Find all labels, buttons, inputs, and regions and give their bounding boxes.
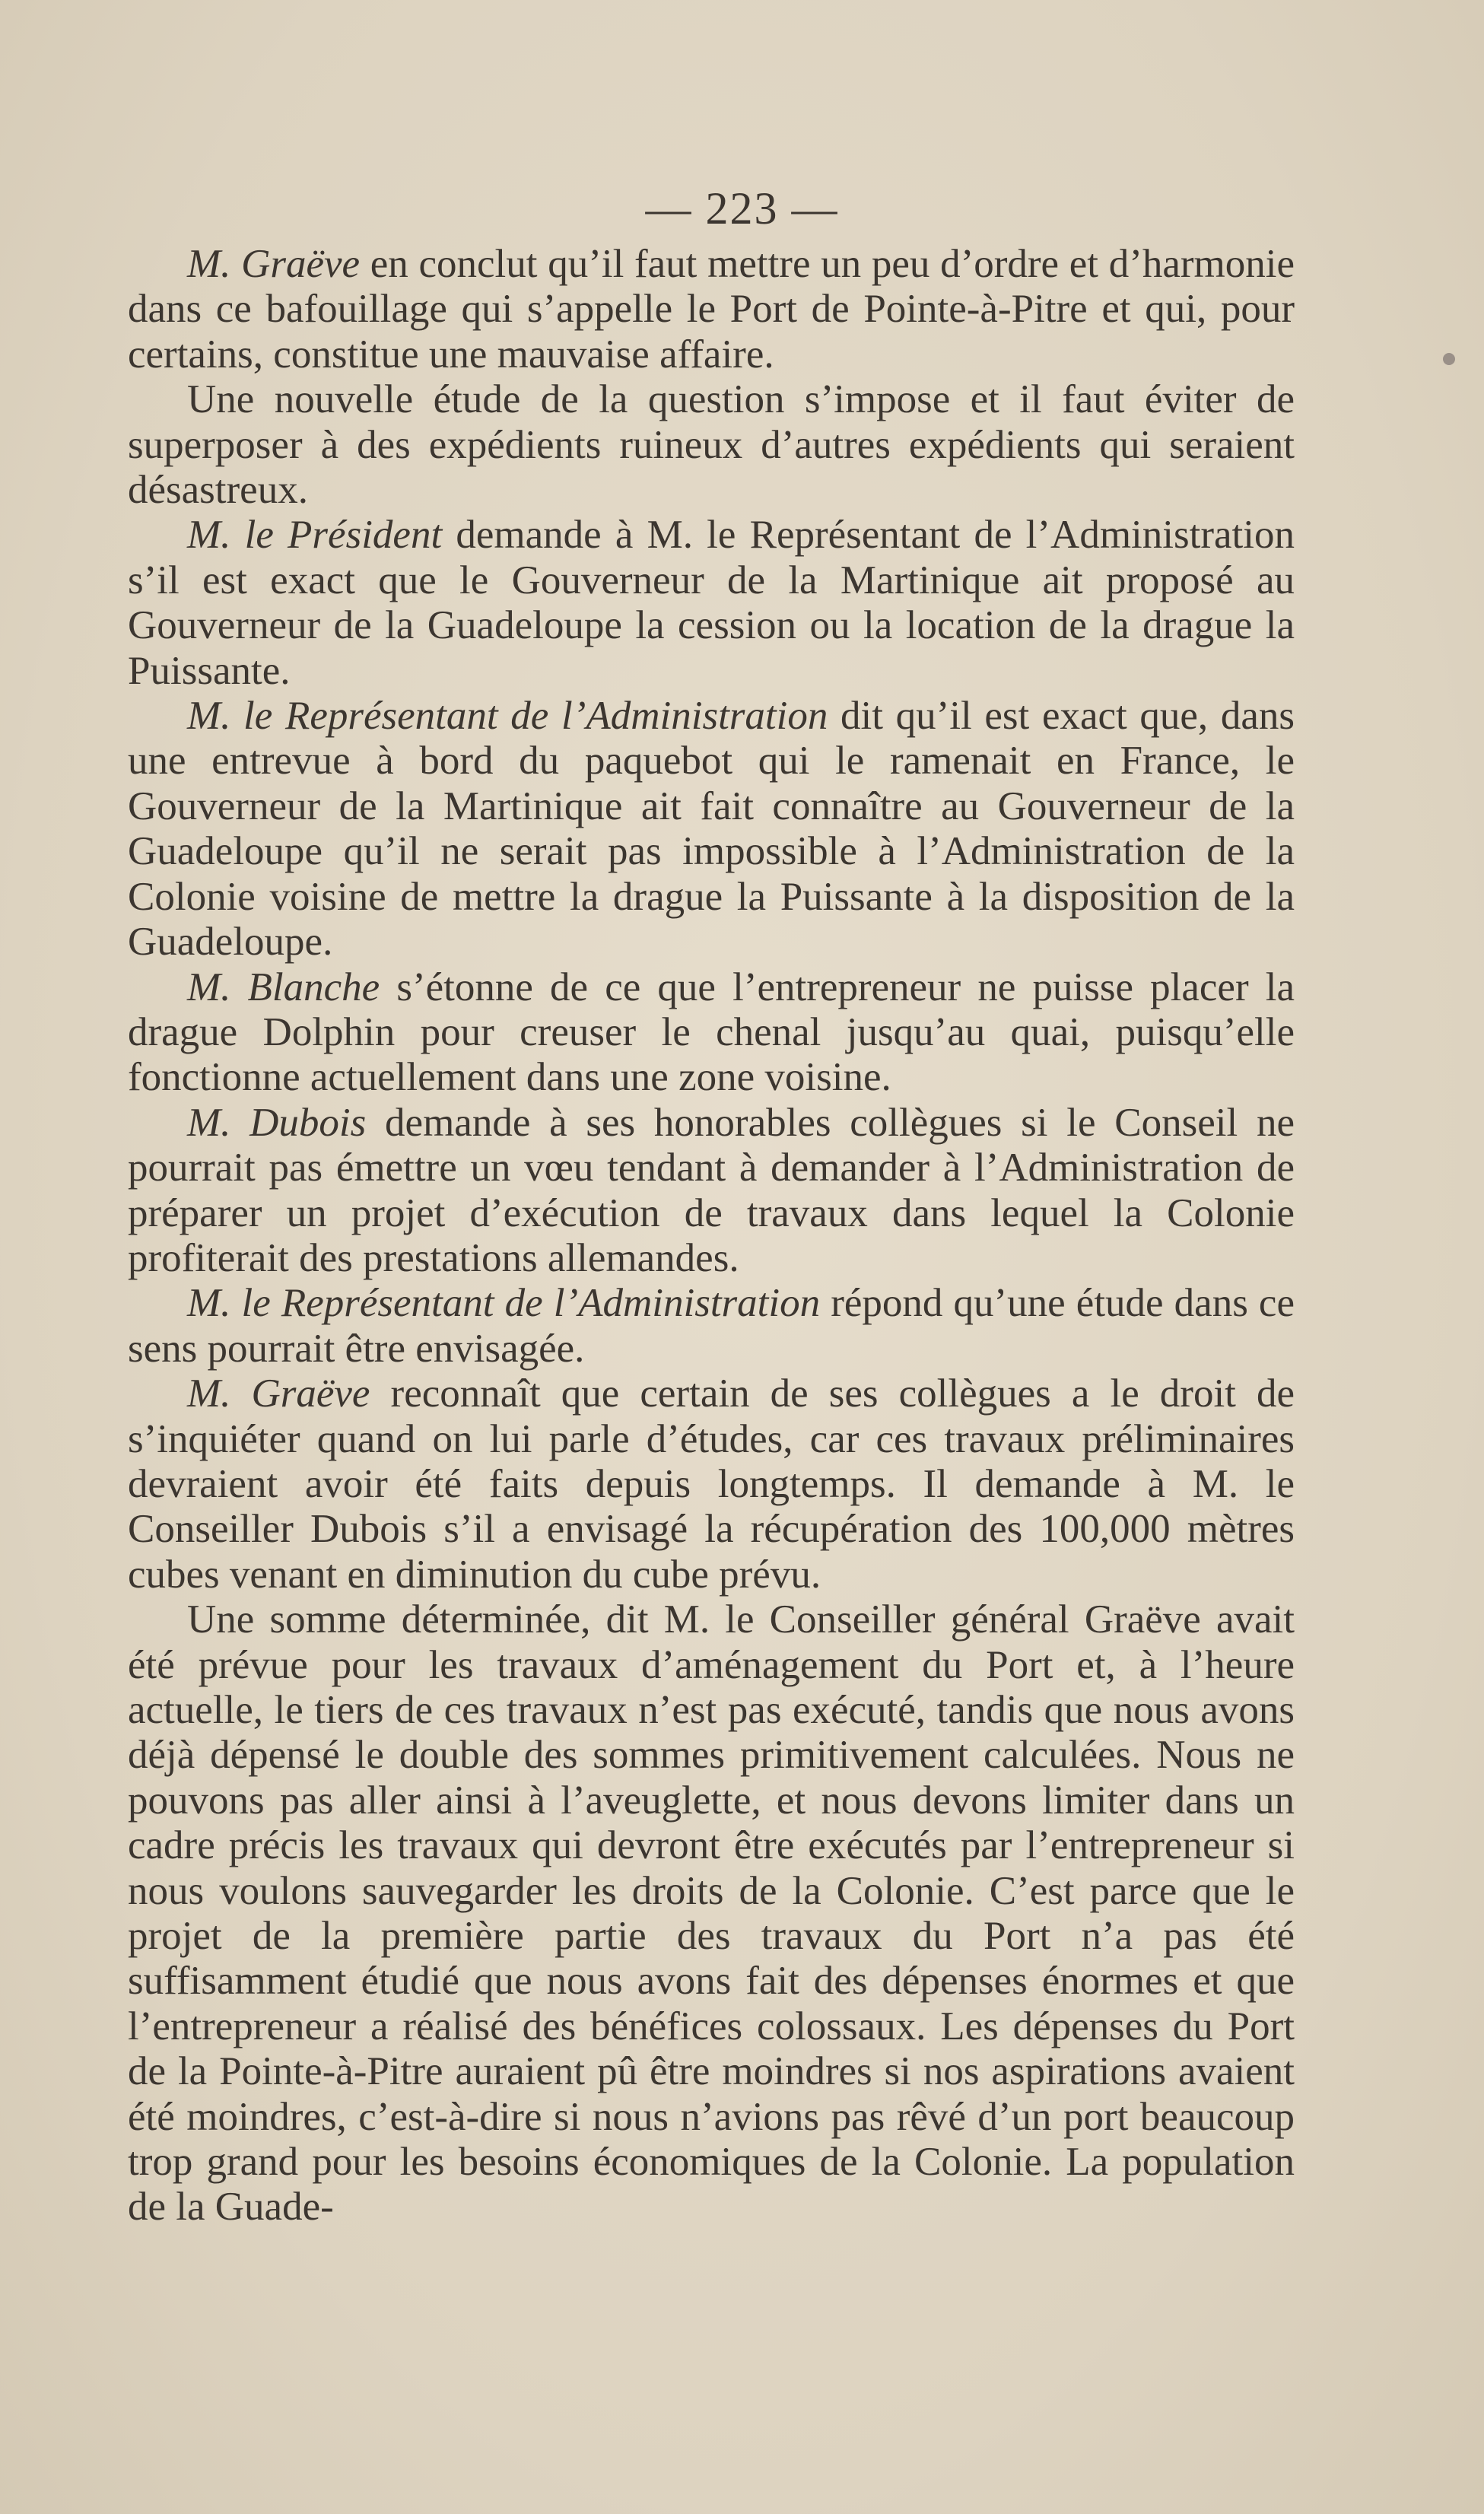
paragraph — [128, 513, 1295, 694]
paragraph-text: demande à ses honorables collègues si le Conseil ne pourrait pas émettre un vœu tendant à demander à l’Administration de préparer un projet d’exécution de travaux dans lequel la Colonie profiterait des prestations allemandes. — [128, 1100, 1295, 1280]
paragraph-text: Une somme déterminée, dit M. le Conseiller général Graëve avait été prévue pour les travaux d’aménagement du Port et, à l’heure actuelle, le tiers de ces travaux n’est pas exécuté, tandis que nous avons déjà dépensé le double des sommes primitivement calculées. Nous ne pouvons pas aller ainsi à l’aveuglette, et nous devons limiter dans un cadre précis les travaux qui devront être exécutés par l’entrepreneur si nous voulons sauvegarder les droits de la Colonie. C’est parce que le projet de la première partie des travaux du Port n’a pas été suffisamment étudié que nous avons fait des dépenses énormes et que l’entrepreneur a réalisé des bénéfices colossaux. Les dépenses du Port de la Pointe-à-Pitre auraient pû être moindres si nos aspirations avaient été moindres, c’est-à-dire si nous n’avions pas rêvé d’un port beaucoup trop grand pour les besoins économiques de la Colonie. La population de la Guade- — [128, 1597, 1295, 2230]
paragraph — [128, 242, 1295, 377]
speaker: M. le Représentant de l’Administration — [187, 694, 828, 739]
paragraph-text: demande à M. le Représentant de l’Administration s’il est exact que le Gouverneur de la Martinique ait proposé au Gouverneur de la Guadeloupe la cession ou la location de la drague la Puissante. — [128, 513, 1295, 693]
paragraph — [128, 1101, 1295, 1282]
body-text — [128, 242, 1295, 2230]
page-number: — 223 — — [645, 183, 839, 234]
speaker: M. Graëve — [187, 1371, 370, 1416]
speaker: M. Blanche — [187, 965, 380, 1009]
paragraph-text: Une nouvelle étude de la question s’impose et il faut éviter de superposer à des expédients ruineux d’autres expédients qui seraient désastreux. — [128, 377, 1295, 513]
paragraph-text: reconnaît que certain de ses collègues a le droit de s’inquiéter quand on lui parle d’études, car ces travaux préliminaires devraient avoir été faits depuis longtemps. Il demande à M. le Conseiller Dubois s’il a envisagé la récupération des 100,000 mètres cubes venant en diminution du cube prévu. — [128, 1371, 1295, 1597]
paragraph-text: dit qu’il est exact que, dans une entrevue à bord du paquebot qui le ramenait en France, le Gouverneur de la Martinique ait fait connaître au Gouverneur de la Guadeloupe qu’il ne serait pas impossible à l’Administration de la Colonie voisine de mettre la drague la Puissante à la disposition de la Guadeloupe. — [128, 694, 1295, 965]
paragraph — [128, 1371, 1295, 1597]
paragraph — [128, 694, 1295, 965]
paragraph — [128, 965, 1295, 1101]
paragraph — [128, 1281, 1295, 1371]
paragraph-text: répond qu’une étude dans ce sens pourrait être envisagée. — [128, 1281, 1295, 1371]
margin-dot — [1443, 353, 1455, 365]
speaker: M. le Représentant de l’Administration — [187, 1281, 821, 1326]
paragraph-text: en conclut qu’il faut mettre un peu d’ordre et d’harmonie dans ce bafouillage qui s’appelle le Port de Pointe-à-Pitre et qui, pour certains, constitue une mauvaise affaire. — [128, 242, 1295, 377]
paragraph-text: s’étonne de ce que l’entrepreneur ne puisse placer la drague Dolphin pour creuser le chenal jusqu’au quai, puisqu’elle fonctionne actuellement dans une zone voisine. — [128, 965, 1295, 1100]
paragraph — [128, 1597, 1295, 2230]
speaker: M. Dubois — [187, 1100, 367, 1145]
speaker: M. le Président — [187, 513, 443, 558]
speaker: M. Graëve — [187, 242, 361, 286]
paragraph — [128, 377, 1295, 513]
